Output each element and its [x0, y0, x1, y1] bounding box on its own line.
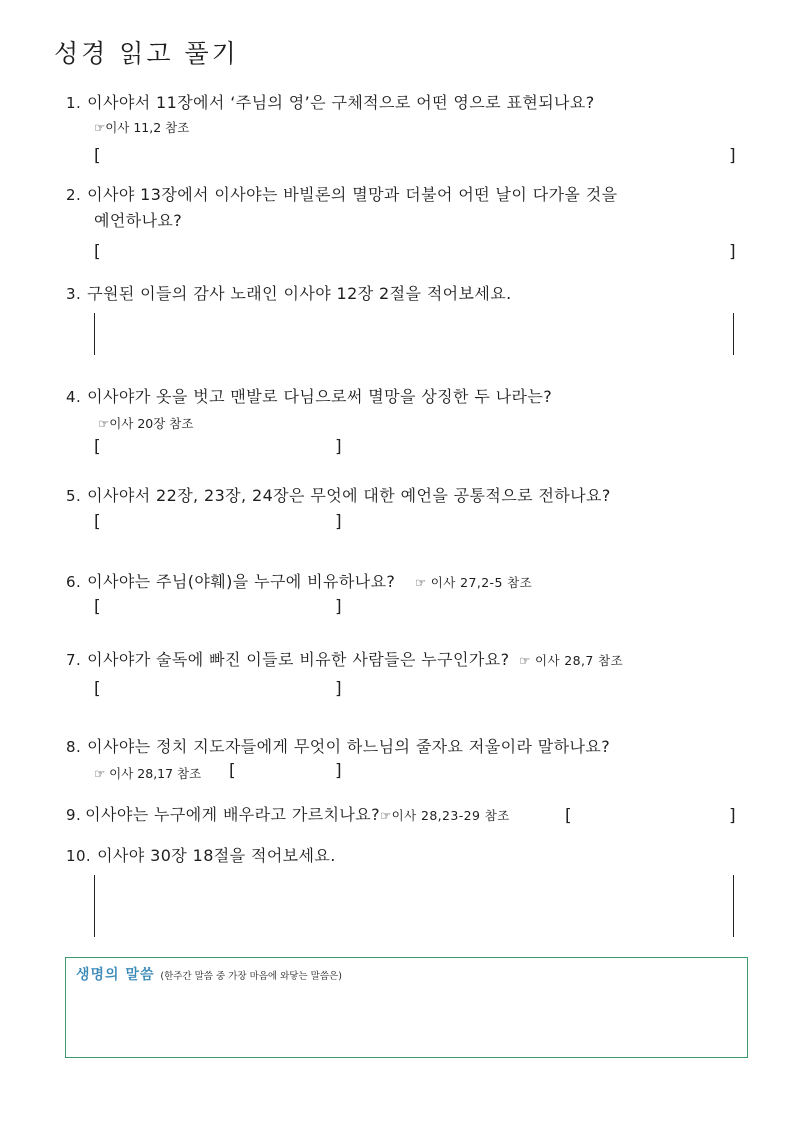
reference-note: ☞ 이사 28,7 참조 [518, 653, 624, 668]
answer-bracket-close: ] [335, 597, 342, 617]
answer-bracket-open: [ [94, 597, 101, 617]
question-number: 4. [66, 388, 82, 406]
page-title: 성경 읽고 풀기 [54, 39, 239, 68]
answer-bracket-open: [ [94, 146, 101, 166]
answer-bracket-open: [ [565, 806, 572, 826]
answer-field-10[interactable] [104, 875, 720, 937]
question-8 [66, 734, 610, 760]
question-text: 이사야서 11장에서 ‘주님의 영’은 구체적으로 어떤 영으로 표현되나요? [87, 93, 595, 112]
answer-field-4[interactable] [102, 434, 328, 458]
question-10 [66, 843, 336, 869]
question-4 [66, 384, 552, 410]
answer-field-9[interactable] [574, 803, 724, 827]
answer-bracket-open: [ [229, 761, 236, 781]
question-text: 이사야가 술독에 빠진 이들로 비유한 사람들은 누구인가요? [87, 650, 510, 669]
answer-bracket-open [94, 875, 100, 937]
answer-bracket-close: ] [729, 806, 736, 826]
word-of-life-title [76, 964, 342, 984]
question-9 [66, 802, 510, 829]
question-text: 이사야 13장에서 이사야는 바빌론의 멸망과 더불어 어떤 날이 다가올 것을 [87, 185, 618, 204]
answer-bracket-open: [ [94, 679, 101, 699]
reference-note: ☞이사 11,2 참조 [94, 120, 190, 135]
answer-field-1[interactable] [102, 142, 722, 168]
question-text: 이사야는 정치 지도자들에게 무엇이 하느님의 줄자요 저울이라 말하나요? [87, 737, 611, 756]
answer-field-7[interactable] [102, 676, 328, 700]
answer-field-2[interactable] [102, 238, 722, 264]
question-text: 이사야는 주님(야훼)을 누구에 비유하나요? [87, 572, 396, 591]
question-6 [66, 569, 532, 596]
question-number: 7. [66, 651, 82, 669]
word-of-life-heading: 생명의 말씀 [76, 967, 155, 983]
answer-field-6[interactable] [102, 594, 328, 618]
question-7 [66, 647, 623, 674]
answer-bracket-close: ] [729, 242, 736, 262]
answer-bracket-close [728, 313, 734, 355]
reference-note: ☞ 이사 28,17 참조 [94, 766, 202, 781]
answer-bracket-open: [ [94, 242, 101, 262]
answer-field-3[interactable] [104, 313, 720, 355]
question-text: 이사야는 누구에게 배우라고 가르치나요? [85, 805, 381, 824]
question-number: 6. [66, 573, 82, 591]
answer-bracket-close: ] [335, 512, 342, 532]
question-2 [66, 182, 617, 208]
question-number: 9. [66, 806, 82, 824]
answer-bracket-close [728, 875, 734, 937]
question-text: 구원된 이들의 감사 노래인 이사야 12장 2절을 적어보세요. [87, 284, 512, 303]
question-3 [66, 281, 512, 307]
question-text: 이사야가 옷을 벗고 맨발로 다님으로써 멸망을 상징한 두 나라는? [87, 387, 553, 406]
question-text: 이사야 30장 18절을 적어보세요. [97, 846, 336, 865]
question-number: 2. [66, 186, 82, 204]
question-1 [66, 90, 595, 116]
answer-bracket-open: [ [94, 437, 101, 457]
answer-field-5[interactable] [102, 509, 328, 533]
reference-note: ☞ 이사 27,2-5 참조 [414, 575, 533, 590]
question-text-continued: 예언하나요? [94, 211, 183, 230]
answer-bracket-open [94, 313, 100, 355]
answer-bracket-close: ] [335, 761, 342, 781]
answer-bracket-close: ] [335, 679, 342, 699]
reference-note: ☞이사 20장 참조 [98, 416, 194, 431]
answer-bracket-close: ] [335, 437, 342, 457]
question-number: 5. [66, 487, 82, 505]
reference-note: ☞이사 28,23-29 참조 [380, 808, 510, 823]
question-number: 3. [66, 285, 82, 303]
question-5 [66, 483, 611, 509]
word-of-life-subtitle: (한주간 말씀 중 가장 마음에 와닿는 말씀은) [160, 971, 342, 982]
question-number: 8. [66, 738, 82, 756]
question-number: 1. [66, 94, 82, 112]
question-number: 10. [66, 847, 92, 865]
word-of-life-box[interactable] [65, 957, 748, 1058]
answer-bracket-close: ] [729, 146, 736, 166]
answer-field-8[interactable] [238, 758, 330, 782]
answer-bracket-open: [ [94, 512, 101, 532]
question-text: 이사야서 22장, 23장, 24장은 무엇에 대한 예언을 공통적으로 전하나요? [87, 486, 611, 505]
